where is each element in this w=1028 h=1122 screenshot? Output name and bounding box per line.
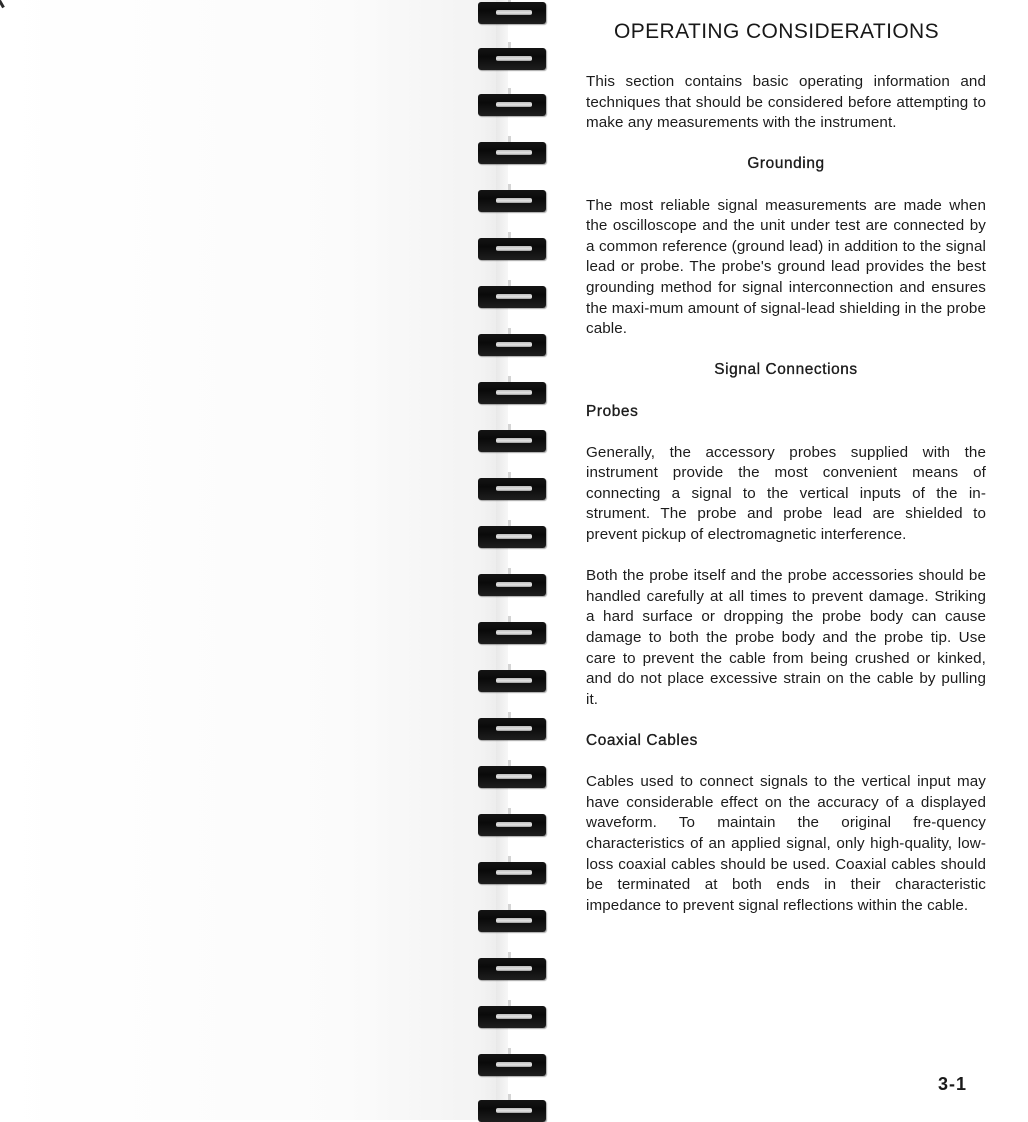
binding-coil [478,286,546,308]
binding-coil [478,238,546,260]
page-content [586,18,986,937]
binding-coil [478,94,546,116]
binding-coil [478,48,546,70]
left-blank-page [0,0,500,1120]
coaxial-cables-paragraph: Cables used to connect signals to the vertical input may have considerable effect on the accuracy of a displayed waveform. To maintain the original fre-quency characteristics of an applied signal, only high-quality, low-loss coaxial cables should be used. Coaxial cables should be terminated at both ends in their characteristic impedance to prevent signal reflections within the cable. [586,773,986,914]
binding-coil [478,526,546,548]
binding-coil [478,2,546,24]
binding-coil [478,622,546,644]
intro-paragraph: This section contains basic operating information and techniques that should be considered before attempting to make any measurements with the instrument. [586,73,986,132]
page-number: 3-1 [938,1074,968,1094]
coaxial-cables-heading: Coaxial Cables [586,732,698,749]
binding-coil [478,1100,546,1122]
binding-coil [478,142,546,164]
binding-coil [478,958,546,980]
binding-coil [478,1054,546,1076]
binding-coil [478,862,546,884]
probes-heading: Probes [586,402,639,420]
binding-coil [478,718,546,740]
spiral-binding [478,0,548,1120]
binding-coil [478,382,546,404]
binding-coil [478,670,546,692]
binding-coil [478,574,546,596]
binding-coil [478,910,546,932]
grounding-heading: Grounding [747,155,825,173]
binding-coil [478,190,546,212]
probes-paragraph: Generally, the accessory probes supplied with the instrument provide the most convenient means of connecting a signal to the vertical inputs of the in-strument. The probe and probe lead are shielded to prevent pickup of electromagnetic interference. [586,443,986,544]
binding-coil [478,334,546,356]
binding-coil [478,430,546,452]
binding-coil [478,1006,546,1028]
binding-coil [478,478,546,500]
probes-handling-paragraph: Both the probe itself and the probe accessories should be handled carefully at all times to prevent damage. Striking a hard surface or dropping the probe body can cause damage to both the probe body and the probe tip. Use care to prevent the cable from being crushed or kinked, and do not place excessive strain on the cable by pulling it. [586,567,986,708]
binding-coil [478,766,546,788]
binding-coil [478,814,546,836]
signal-connections-heading: Signal Connections [714,361,858,379]
page-title: OPERATING CONSIDERATIONS [614,20,940,43]
grounding-paragraph: The most reliable signal measurements are made when the oscilloscope and the unit under test are connected by a common reference (ground lead) in addition to the signal lead or probe. The probe's ground lead provides the best grounding method for signal interconnection and ensures the maxi-mum amount of signal-lead shielding in the probe cable. [586,196,986,338]
